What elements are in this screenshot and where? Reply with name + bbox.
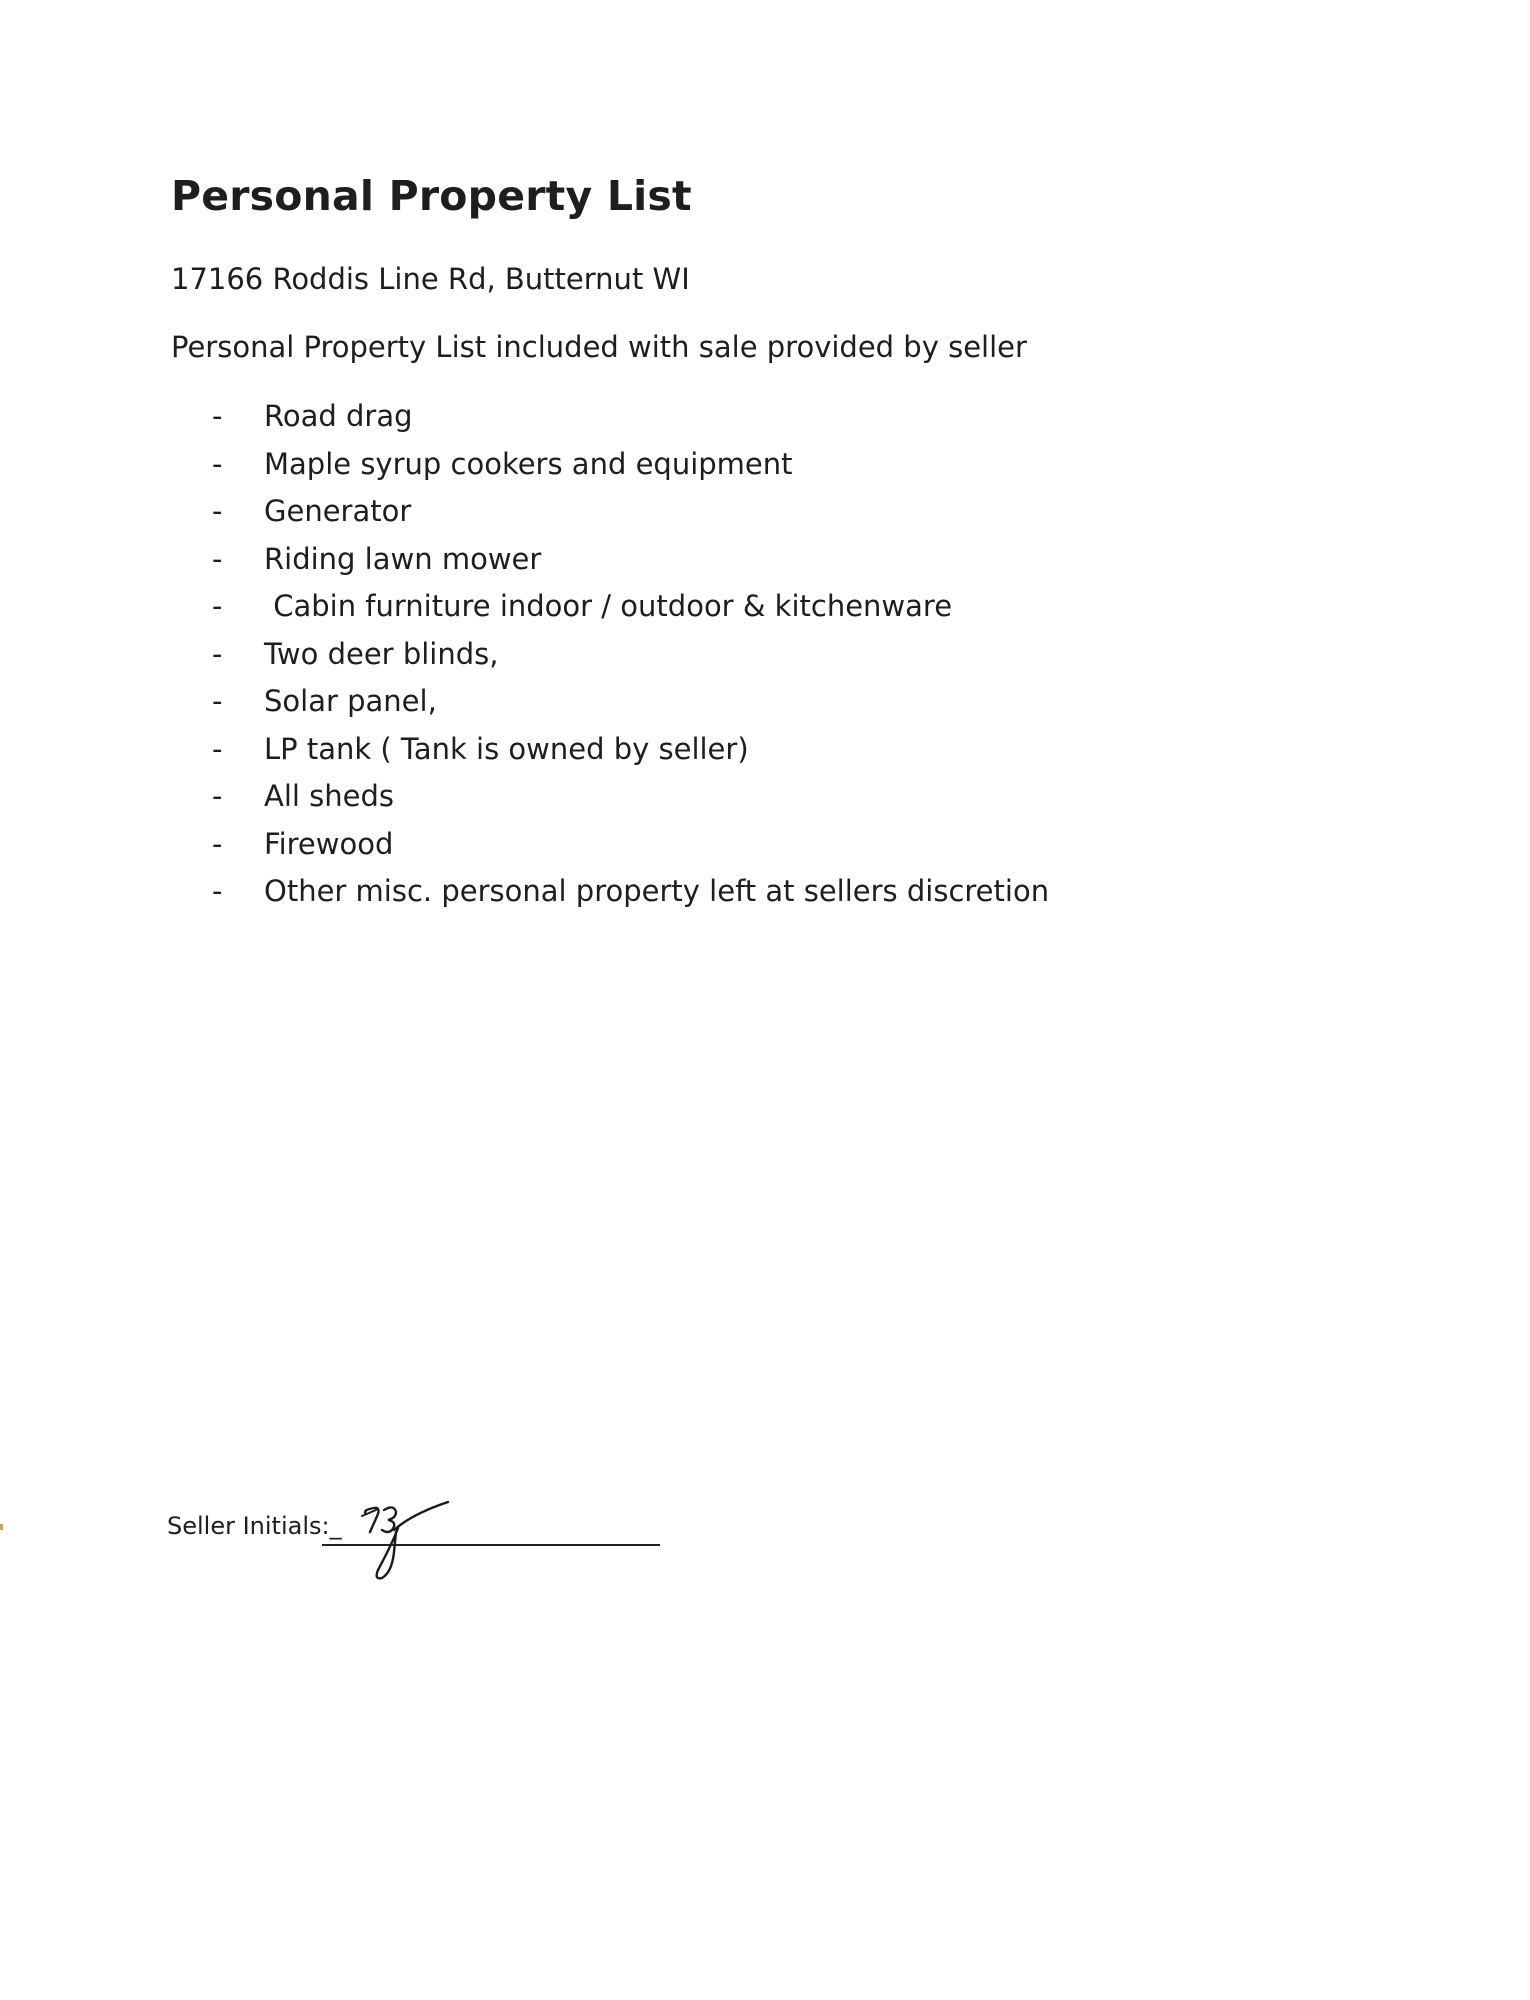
list-item-text: All sheds — [264, 779, 395, 813]
bullet-dash: - — [212, 494, 223, 528]
bullet-dash: - — [212, 731, 223, 766]
bullet-dash: - — [212, 446, 223, 481]
document-title: Personal Property List — [171, 172, 692, 220]
list-item-text: Firewood — [264, 826, 394, 861]
property-address: 17166 Roddis Line Rd, Butternut WI — [171, 262, 690, 296]
bullet-dash: - — [212, 779, 223, 813]
intro-text: Personal Property List included with sale provided by seller — [171, 330, 1027, 364]
bullet-dash: - — [212, 684, 223, 718]
bullet-dash: - — [212, 541, 223, 576]
list-item-text: Maple syrup cookers and equipment — [264, 446, 793, 481]
list-item-text: Riding lawn mower — [264, 541, 542, 576]
list-item-text: LP tank ( Tank is owned by seller) — [264, 731, 749, 766]
list-item-text: Road drag — [264, 399, 413, 433]
list-item-text: Other misc. personal property left at sellers discretion — [264, 874, 1050, 908]
seller-initials-label: Seller Initials:_ — [167, 1512, 342, 1540]
bullet-dash: - — [212, 636, 223, 671]
list-item-text: Two deer blinds, — [264, 636, 499, 671]
list-item-text: Cabin furniture indoor / outdoor & kitchenware — [264, 589, 953, 623]
bullet-dash: - — [212, 399, 223, 433]
scan-edge-mark — [0, 1524, 3, 1530]
list-item-text: Solar panel, — [264, 684, 437, 718]
bullet-dash: - — [212, 826, 223, 861]
handwritten-initials-signature — [352, 1492, 462, 1592]
list-item-text: Generator — [264, 494, 412, 528]
bullet-dash: - — [212, 874, 223, 908]
bullet-dash: - — [212, 589, 223, 623]
